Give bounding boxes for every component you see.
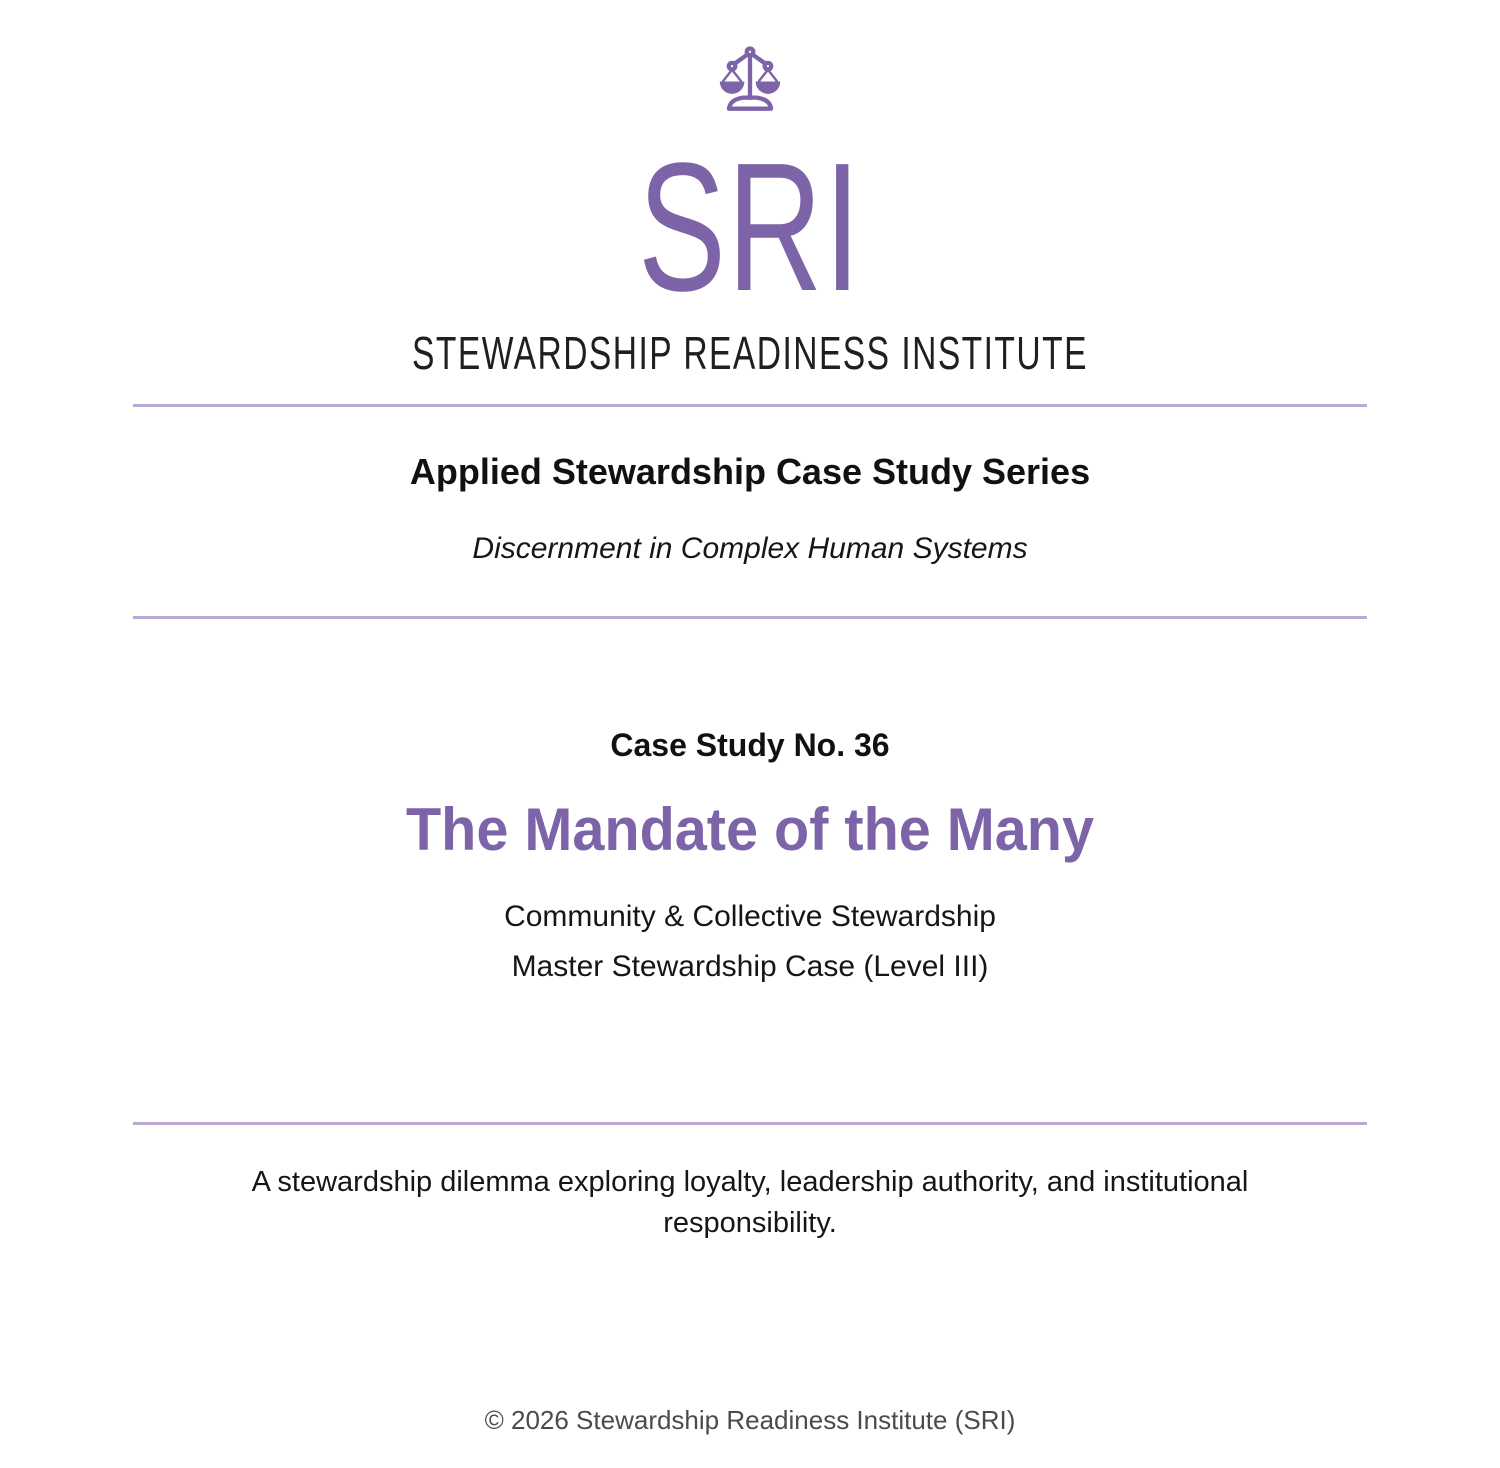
logo-acronym: SRI [638,124,862,329]
series-subtitle: Discernment in Complex Human Systems [472,532,1028,565]
case-category: Community & Collective Stewardship [504,900,996,933]
institute-name: STEWARDSHIP READINESS INSTITUTE [412,327,1088,379]
series-title: Applied Stewardship Case Study Series [409,451,1091,492]
case-level: Master Stewardship Case (Level III) [511,950,989,983]
divider-top [133,404,1367,407]
description-line: A stewardship dilemma exploring loyalty, leadership authority, and institutional [251,1166,1249,1198]
description-line: responsibility. [663,1207,837,1239]
case-description [0,1162,1500,1244]
case-number-label: Case Study No. 36 [610,727,890,763]
divider-middle [133,616,1367,619]
case-title: The Mandate of the Many [405,796,1095,863]
scales-of-justice-icon [0,44,1500,116]
divider-bottom [133,1122,1367,1125]
copyright-text: © 2026 Stewardship Readiness Institute (SRI) [484,1405,1016,1435]
